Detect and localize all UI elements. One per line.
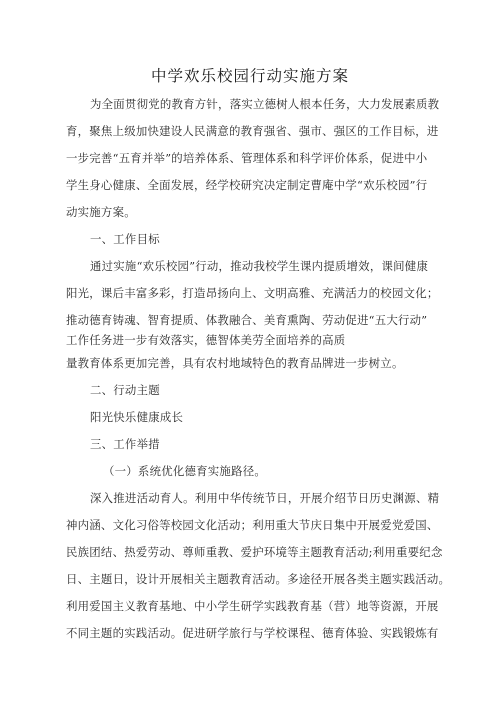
paragraph-line: 为全面贯彻党的教育方针，落实立德树人根本任务，大力发展素质教 bbox=[90, 97, 440, 111]
paragraph-line: 深入推进活动育人。利用中华传统节日，开展介绍节日历史渊源、精 bbox=[90, 491, 440, 505]
theme-line: 阳光快乐健康成长 bbox=[90, 410, 184, 424]
paragraph-line: 民族团结、热爱劳动、尊师重教、爱护环境等主题教育活动;利用重要纪念 bbox=[66, 545, 443, 559]
paragraph-line: 动实施方案。 bbox=[66, 205, 136, 219]
paragraph-line: 不同主题的实践活动。促进研学旅行与学校课程、德育体验、实践锻炼有 bbox=[66, 626, 439, 640]
paragraph-line: 量教育体系更加完善，具有农村地域特色的教育品牌进一步树立。 bbox=[66, 356, 404, 370]
paragraph-line: 一步完善“五育并举”的培养体系、管理体系和科学评价体系，促进中小 bbox=[66, 151, 428, 165]
paragraph-line: 阳光，课后丰富多彩，打造昂扬向上、文明高雅、充满活力的校园文化； bbox=[66, 286, 439, 300]
paragraph-line: 推动德育铸魂、智育提质、体教融合、美育熏陶、劳动促进“五大行动” bbox=[66, 313, 428, 327]
section-heading: 三、工作举措 bbox=[90, 437, 160, 451]
paragraph-line: 日、主题日，设计开展相关主题教育活动。多途径开展各类主题实践活动。 bbox=[66, 572, 451, 586]
paragraph-line: 学生身心健康、全面发展，经学校研究决定制定曹庵中学“欢乐校园”行 bbox=[66, 178, 428, 192]
paragraph-line: 通过实施“欢乐校园”行动，推动我校学生课内提质增效，课间健康 bbox=[90, 259, 429, 273]
document-title: 中学欢乐校园行动实施方案 bbox=[150, 67, 349, 85]
subsection-heading: （一）系统优化德育实施路径。 bbox=[103, 464, 266, 478]
paragraph-line: 工作任务进一步有效落实，德智体美劳全面培养的高质 bbox=[66, 333, 346, 347]
paragraph-line: 神内涵、文化习俗等校园文化活动；利用重大节庆日集中开展爱党爱国、 bbox=[66, 518, 439, 532]
paragraph-line: 利用爱国主义教育基地、中小学生研学实践教育基（营）地等资源，开展 bbox=[66, 599, 439, 613]
paragraph-line: 育，聚焦上级加快建设人民满意的教育强省、强市、强区的工作目标，进 bbox=[66, 124, 439, 138]
section-heading: 一、工作目标 bbox=[90, 232, 160, 246]
section-heading: 二、行动主题 bbox=[90, 383, 160, 397]
